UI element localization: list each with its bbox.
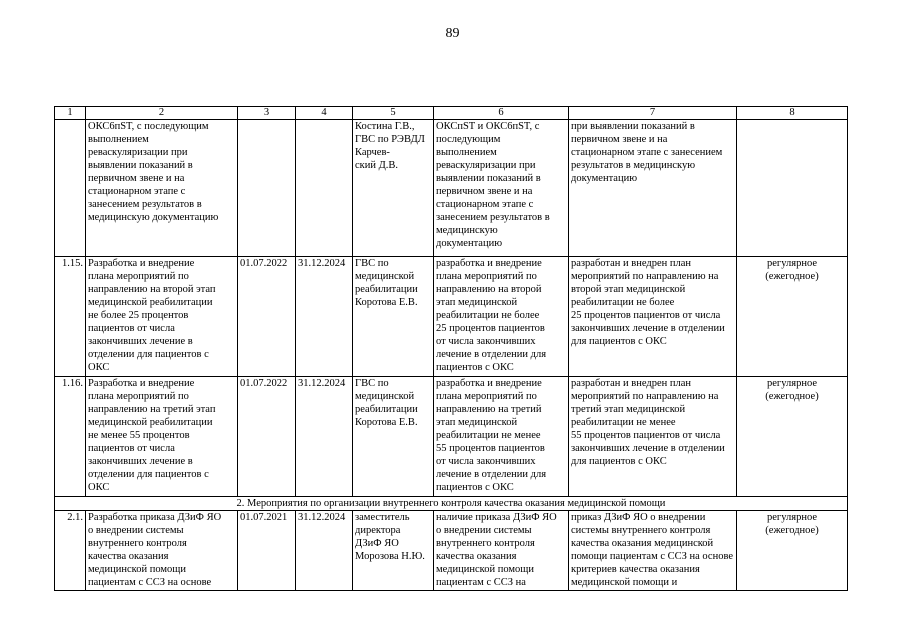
start-date: 01.07.2022 [238,257,296,377]
table-row [55,257,848,377]
start-date: 01.07.2022 [238,377,296,497]
header-cell: 4 [296,107,353,120]
section-title: 2. Мероприятия по организации внутреннего контроля качества оказания медицинской помощи [55,497,848,511]
table-row [55,120,848,257]
row-number: 2.1. [55,511,86,591]
header-cell: 6 [434,107,569,120]
end-date: 31.12.2024 [296,377,353,497]
row-number: 1.16. [55,377,86,497]
indicator: наличие приказа ДЗиФ ЯО о внедрении системы внутреннего контроля качества оказания медицинской помощи пациентам с ССЗ на [434,511,569,591]
end-date: 31.12.2024 [296,511,353,591]
measure-name: Разработка приказа ДЗиФ ЯО о внедрении системы внутреннего контроля качества оказания медицинской помощи пациентам с ССЗ на основе [86,511,238,591]
responsible: Костина Г.В., ГВС по РЭВДЛ Карчев- ский Д.В. [353,120,434,257]
table-row [55,377,848,497]
indicator: разработка и внедрение плана мероприятий по направлению на второй этап медицинской реабилитации не более 25 процентов пациентов от числа закончивших лечение в отделении для пациентов с ОКС [434,257,569,377]
result: разработан и внедрен план мероприятий по направлению на третий этап медицинской реабилитации не менее 55 процентов пациентов от числа закончивших лечение в отделении для пациентов с ОКС [569,377,737,497]
result: приказ ДЗиФ ЯО о внедрении системы внутреннего контроля качества оказания медицинской помощи пациентам с ССЗ на основе критериев качества оказания медицинской помощи и [569,511,737,591]
responsible: ГВС по медицинской реабилитации Коротова Е.В. [353,377,434,497]
table-row [55,511,848,591]
indicator: ОКСпST и ОКС6пST, с последующим выполнением реваскуляризации при выявлении показаний в первичном звене и на стационарном этапе с занесением результатов в медицинскую документацию [434,120,569,257]
measure-type: регулярное (ежегодное) [737,377,848,497]
header-cell: 5 [353,107,434,120]
row-number: 1.15. [55,257,86,377]
header-cell: 3 [238,107,296,120]
indicator: разработка и внедрение плана мероприятий по направлению на третий этап медицинской реабилитации не менее 55 процентов пациентов от числа закончивших лечение в отделении для пациентов с ОКС [434,377,569,497]
measure-name: ОКС6пST, с последующим выполнением реваскуляризации при выявлении показаний в первичном звене и на стационарном этапе с занесением результатов в медицинскую документацию [86,120,238,257]
responsible: заместитель директора ДЗиФ ЯО Морозова Н.Ю. [353,511,434,591]
end-date [296,120,353,257]
result: разработан и внедрен план мероприятий по направлению на второй этап медицинской реабилитации не более 25 процентов пациентов от числа закончивших лечение в отделении для пациентов с ОКС [569,257,737,377]
result: при выявлении показаний в первичном звене и на стационарном этапе с занесением результатов в медицинскую документацию [569,120,737,257]
header-cell: 1 [55,107,86,120]
start-date: 01.07.2021 [238,511,296,591]
header-cell: 2 [86,107,238,120]
measure-type: регулярное (ежегодное) [737,257,848,377]
measure-type [737,120,848,257]
page-number: 89 [445,26,460,41]
end-date: 31.12.2024 [296,257,353,377]
measure-name: Разработка и внедрение плана мероприятий по направлению на третий этап медицинской реабилитации не менее 55 процентов пациентов от числа закончивших лечение в отделении для пациентов с ОКС [86,377,238,497]
measure-name: Разработка и внедрение плана мероприятий по направлению на второй этап медицинской реабилитации не более 25 процентов пациентов от числа закончивших лечение в отделении для пациентов с ОКС [86,257,238,377]
header-cell: 8 [737,107,848,120]
start-date [238,120,296,257]
row-number [55,120,86,257]
measure-type: регулярное (ежегодное) [737,511,848,591]
header-cell: 7 [569,107,737,120]
header-row [55,107,848,120]
section-row [55,497,848,511]
plan-table [54,106,848,591]
responsible: ГВС по медицинской реабилитации Коротова Е.В. [353,257,434,377]
